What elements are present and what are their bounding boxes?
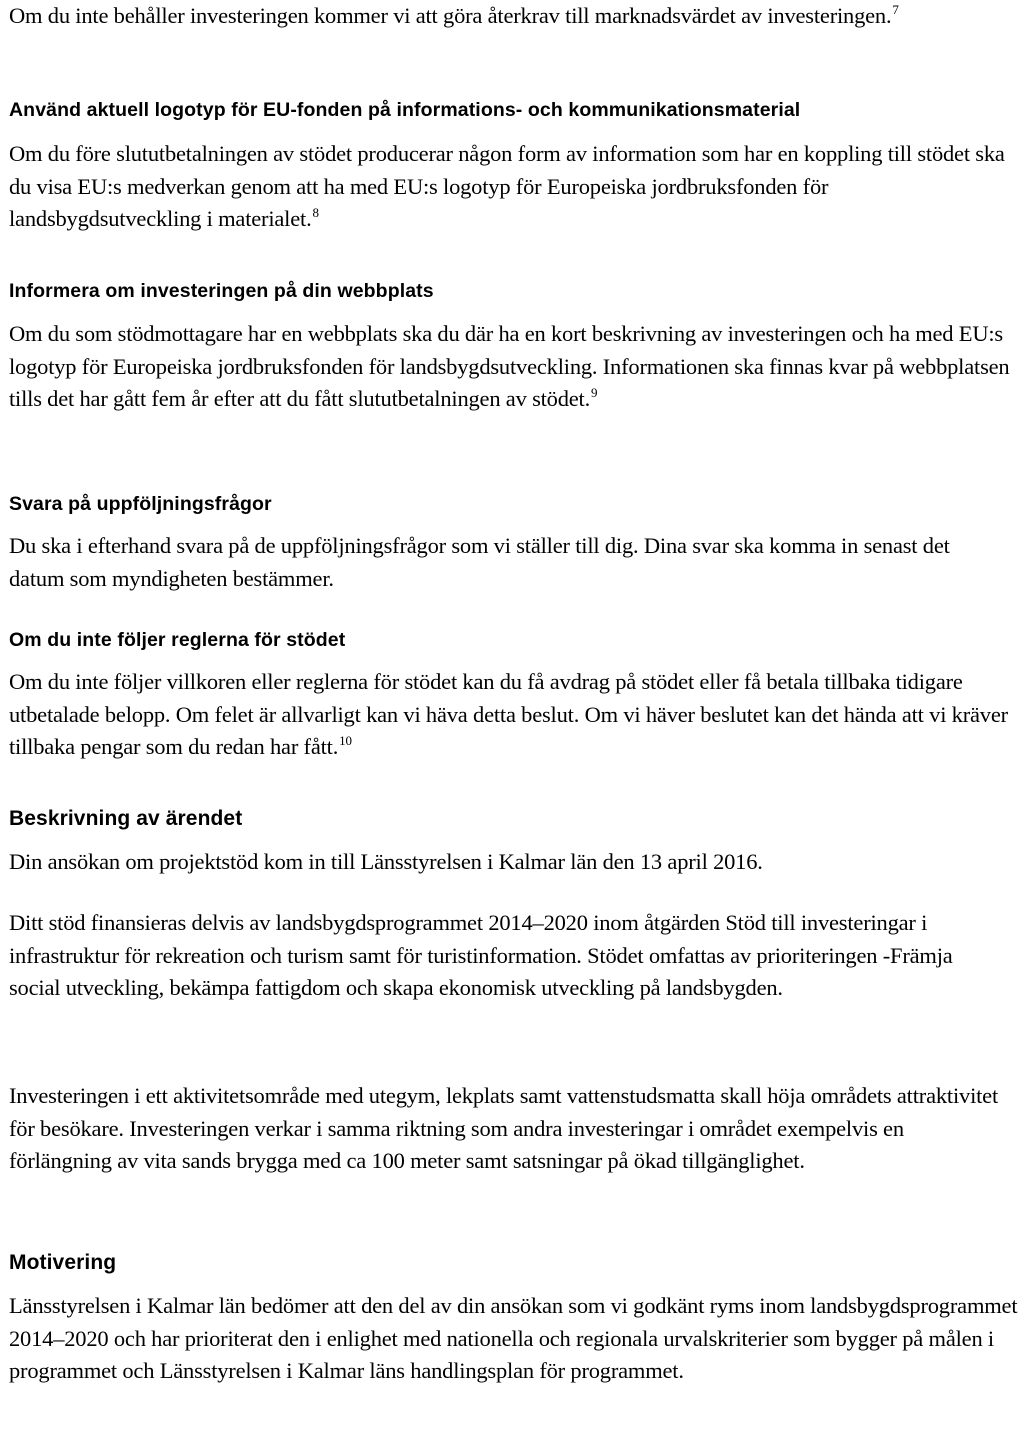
footnote-ref-9: 9 [591, 385, 598, 400]
paragraph-rules-text: Om du inte följer villkoren eller reglerna för stödet kan du få avdrag på stödet eller få betala tillbaka tidigare utbetalade belopp. Om felet är allvarligt kan vi häva detta beslut. Om vi häver beslutet kan det hända att vi kräver tillbaka pengar som du redan har fått. [9, 669, 1008, 759]
paragraph-case-description-3: Investeringen i ett aktivitetsområde med utegym, lekplats samt vattenstudsmatta skall höja områdets attraktivitet för besökare. Investeringen verkar i samma riktning som andra investeringar i området exempelvis en förlängning av vita sands brygga med ca 100 meter samt satsningar på ökad tillgänglighet. [9, 1083, 999, 1173]
paragraph-case-description-1: Din ansökan om projektstöd kom in till Länsstyrelsen i Kalmar län den 13 april 2016. [9, 849, 763, 874]
paragraph-follow-up: Du ska i efterhand svara på de uppföljningsfrågor som vi ställer till dig. Dina svar ska komma in senast det datum som myndigheten bestämmer. [9, 533, 950, 591]
paragraph-eu-logotype-text: Om du före slututbetalningen av stödet producerar någon form av information som har en koppling till stödet ska du visa EU:s medverkan genom att ha med EU:s logotyp för Europeiska jordbruksfonden för landsbygdsutveckling i materialet. [9, 141, 1005, 231]
footnote-ref-8: 8 [312, 205, 319, 220]
paragraph-motivation: Länsstyrelsen i Kalmar län bedömer att den del av din ansökan som vi godkänt ryms inom landsbygdsprogrammet 2014–2020 och har prioriterat den i enlighet med nationella och regionala urvalskriterier som bygger på målen i programmet och Länsstyrelsen i Kalmar läns handlingsplan för programmet. [9, 1293, 1018, 1383]
paragraph-rules [9, 666, 1019, 764]
heading-motivation: Motivering [9, 1251, 117, 1274]
heading-case-description: Beskrivning av ärendet [9, 807, 243, 830]
heading-rules: Om du inte följer reglerna för stödet [9, 629, 346, 651]
heading-follow-up: Svara på uppföljningsfrågor [9, 493, 272, 515]
paragraph-website-text: Om du som stödmottagare har en webbplats ska du där ha en kort beskrivning av investeringen och ha med EU:s logotyp för Europeiska jordbruksfonden för landsbygdsutveckling. Informationen ska finnas kvar på webbplatsen tills det har gått fem år efter att du fått slututbetalningen av stödet. [9, 321, 1010, 411]
paragraph-eu-logotype [9, 138, 1009, 236]
paragraph-website [9, 318, 1019, 416]
heading-eu-logotype: Använd aktuell logotyp för EU-fonden på informations- och kommunikationsmaterial [9, 99, 801, 121]
intro-paragraph [9, 0, 969, 33]
paragraph-case-description-2: Ditt stöd finansieras delvis av landsbygdsprogrammet 2014–2020 inom åtgärden Stöd till investeringar i infrastruktur för rekreation och turism samt för turistinformation. Stödet omfattas av prioriteringen -Främja social utveckling, bekämpa fattigdom och skapa ekonomisk utveckling på landsbygden. [9, 910, 953, 1000]
heading-website: Informera om investeringen på din webbplats [9, 280, 434, 302]
footnote-ref-10: 10 [339, 733, 352, 748]
footnote-ref-7: 7 [892, 2, 899, 17]
intro-text: Om du inte behåller investeringen kommer vi att göra återkrav till marknadsvärdet av investeringen. [9, 3, 892, 28]
